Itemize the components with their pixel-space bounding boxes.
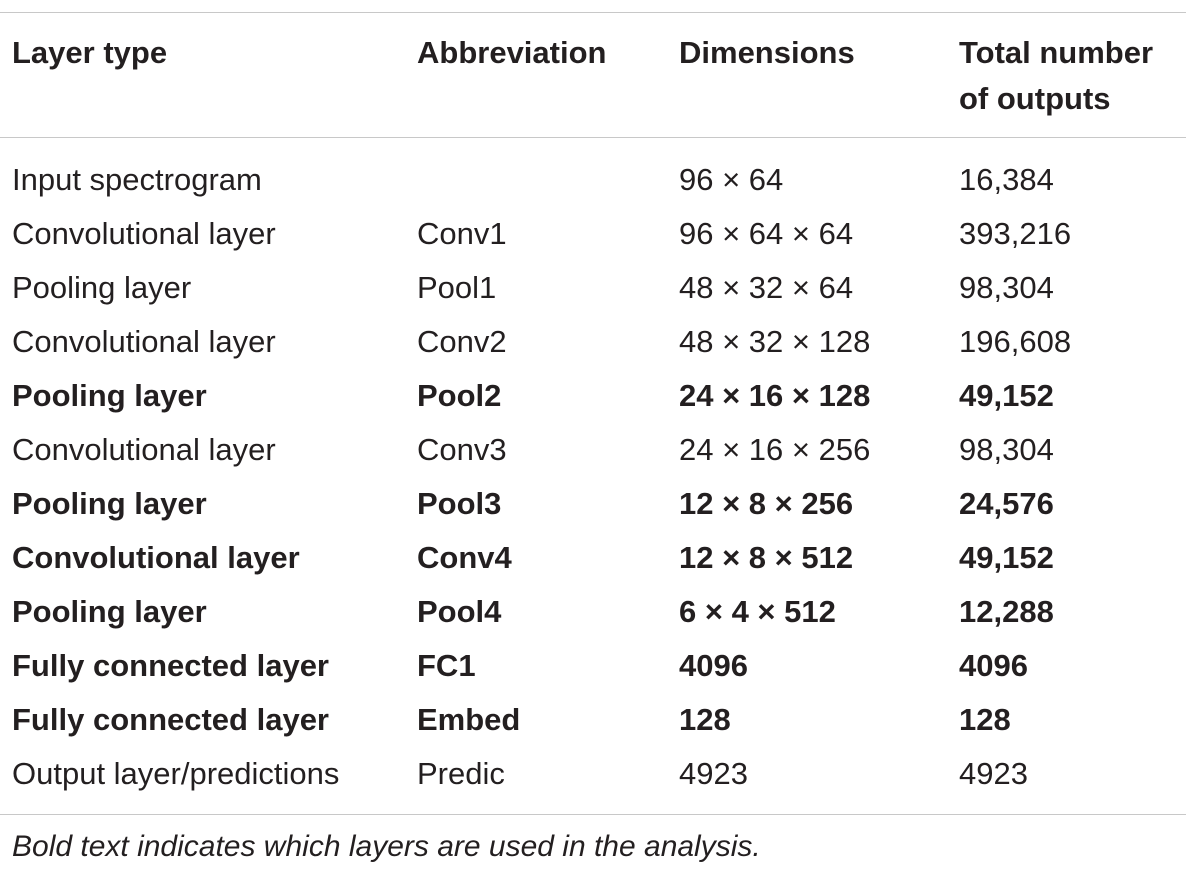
- header-abbreviation: Abbreviation: [417, 35, 607, 70]
- total-outputs-cell: 24,576: [959, 486, 1054, 521]
- header-layer-type: Layer type: [12, 35, 168, 70]
- total-outputs-cell: 98,304: [959, 432, 1054, 467]
- header-total-outputs: Total number of outputs: [959, 35, 1154, 116]
- table-row: [0, 423, 1186, 477]
- total-outputs-cell: 16,384: [959, 162, 1054, 197]
- total-outputs-cell: 49,152: [959, 540, 1054, 575]
- layer-type-cell: Fully connected layer: [12, 648, 329, 683]
- table-row: [0, 585, 1186, 639]
- table-body: [0, 153, 1186, 801]
- table-row: [0, 261, 1186, 315]
- total-outputs-cell: 4096: [959, 648, 1028, 683]
- table-row: [0, 639, 1186, 693]
- table-top-rule: [0, 12, 1186, 13]
- layer-type-cell: Convolutional layer: [12, 324, 276, 359]
- abbreviation-cell: Conv3: [417, 432, 507, 467]
- header-dimensions: Dimensions: [679, 35, 855, 70]
- layer-type-cell: Output layer/predictions: [12, 756, 340, 791]
- layer-type-cell: Fully connected layer: [12, 702, 329, 737]
- table-row: [0, 477, 1186, 531]
- abbreviation-cell: Embed: [417, 702, 521, 737]
- dimensions-cell: 12 × 8 × 512: [679, 540, 854, 575]
- abbreviation-cell: Conv2: [417, 324, 507, 359]
- dimensions-cell: 24 × 16 × 256: [679, 432, 871, 467]
- dimensions-cell: 24 × 16 × 128: [679, 378, 871, 413]
- table-row: [0, 315, 1186, 369]
- dimensions-cell: 6 × 4 × 512: [679, 594, 836, 629]
- layer-type-cell: Convolutional layer: [12, 540, 300, 575]
- dimensions-cell: 12 × 8 × 256: [679, 486, 854, 521]
- layer-type-cell: Convolutional layer: [12, 216, 276, 251]
- layer-type-cell: Input spectrogram: [12, 162, 262, 197]
- dimensions-cell: 96 × 64: [679, 162, 784, 197]
- abbreviation-cell: FC1: [417, 648, 476, 683]
- abbreviation-cell: Predic: [417, 756, 505, 791]
- abbreviation-cell: Conv1: [417, 216, 507, 251]
- total-outputs-cell: 98,304: [959, 270, 1054, 305]
- abbreviation-cell: Pool4: [417, 594, 502, 629]
- total-outputs-cell: 196,608: [959, 324, 1072, 359]
- abbreviation-cell: Pool3: [417, 486, 502, 521]
- total-outputs-cell: 12,288: [959, 594, 1054, 629]
- total-outputs-cell: 393,216: [959, 216, 1072, 251]
- table-row: [0, 693, 1186, 747]
- dimensions-cell: 4096: [679, 648, 748, 683]
- dimensions-cell: 128: [679, 702, 731, 737]
- table-bottom-rule: [0, 814, 1186, 815]
- dimensions-cell: 48 × 32 × 128: [679, 324, 871, 359]
- total-outputs-cell: 4923: [959, 756, 1028, 791]
- abbreviation-cell: Pool2: [417, 378, 502, 413]
- layer-type-cell: Pooling layer: [12, 378, 207, 413]
- abbreviation-cell: Pool1: [417, 270, 497, 305]
- table-row: [0, 369, 1186, 423]
- dimensions-cell: 48 × 32 × 64: [679, 270, 854, 305]
- table-row: [0, 207, 1186, 261]
- table-row: [0, 747, 1186, 801]
- header-divider-rule: [0, 137, 1186, 138]
- dimensions-cell: 96 × 64 × 64: [679, 216, 854, 251]
- layer-type-cell: Convolutional layer: [12, 432, 276, 467]
- abbreviation-cell: Conv4: [417, 540, 512, 575]
- dimensions-cell: 4923: [679, 756, 748, 791]
- table-footnote: Bold text indicates which layers are used in the analysis.: [12, 830, 761, 863]
- table-row: [0, 531, 1186, 585]
- layer-type-cell: Pooling layer: [12, 270, 192, 305]
- layer-type-cell: Pooling layer: [12, 486, 207, 521]
- layer-type-cell: Pooling layer: [12, 594, 207, 629]
- table-row: [0, 153, 1186, 207]
- total-outputs-cell: 49,152: [959, 378, 1054, 413]
- total-outputs-cell: 128: [959, 702, 1011, 737]
